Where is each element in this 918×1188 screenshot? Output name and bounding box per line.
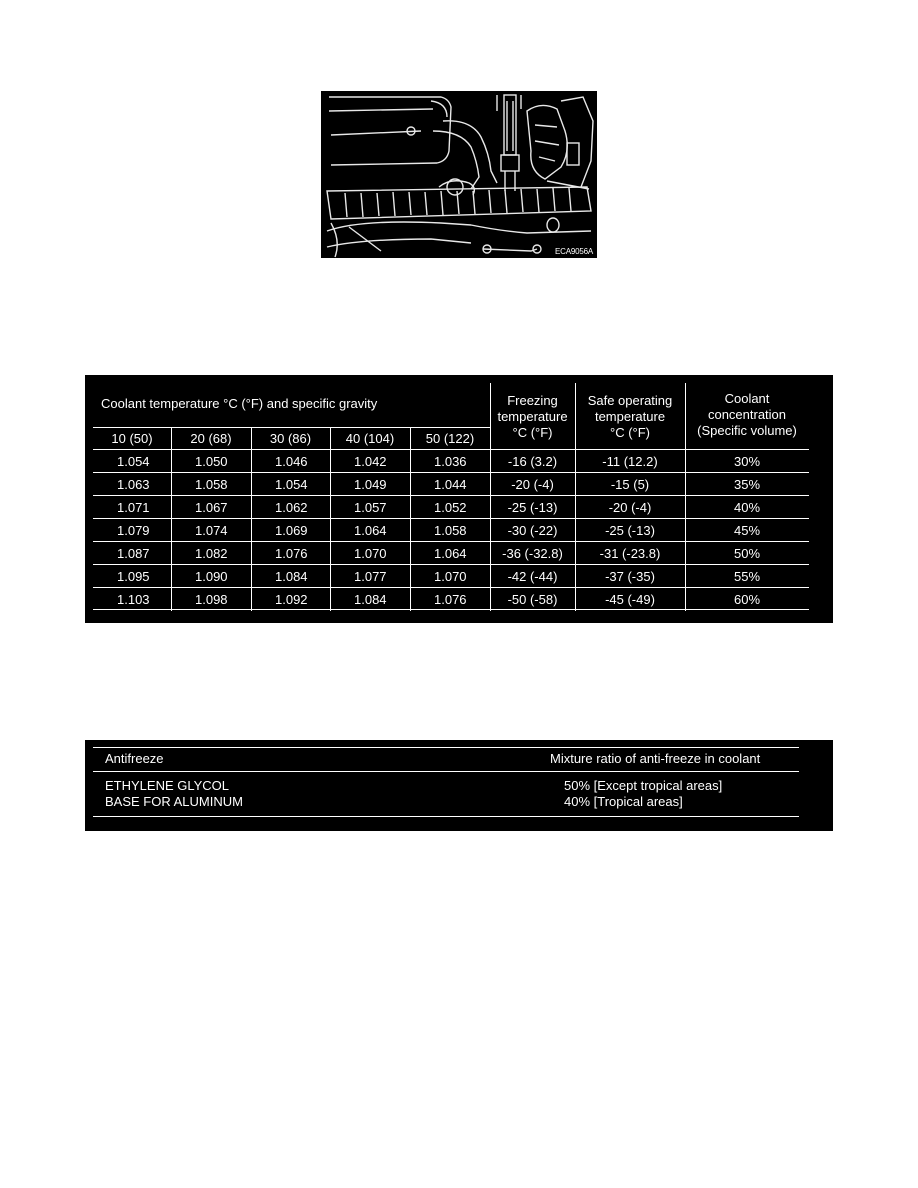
freezing-header-line: Freezing <box>507 393 558 408</box>
group-header: Coolant temperature °C (°F) and specific gravity <box>101 396 378 411</box>
specific-gravity-cell: 1.076 <box>275 546 308 561</box>
freezing-temperature-cell: -50 (-58) <box>507 592 558 607</box>
temp-column-header: 50 (122) <box>425 431 475 446</box>
mixture-ratio-header: Mixture ratio of anti-freeze in coolant <box>550 751 761 766</box>
engine-bay-drawing <box>321 91 597 258</box>
concentration-header-line: (Specific volume) <box>697 423 797 438</box>
row-divider <box>93 564 809 565</box>
specific-gravity-cell: 1.092 <box>275 592 308 607</box>
safe-operating-temperature-cell: -20 (-4) <box>608 500 652 515</box>
specific-gravity-cell: 1.076 <box>434 592 467 607</box>
row-divider <box>93 518 809 519</box>
specific-gravity-cell: 1.084 <box>275 569 308 584</box>
specific-gravity-cell: 1.063 <box>117 477 150 492</box>
column-divider <box>330 428 331 611</box>
coolant-concentration-cell: 40% <box>733 500 761 515</box>
specific-gravity-cell: 1.069 <box>275 523 308 538</box>
specific-gravity-cell: 1.044 <box>434 477 467 492</box>
freezing-temperature-cell: -30 (-22) <box>507 523 558 538</box>
safe-operating-temperature-cell: -15 (5) <box>610 477 650 492</box>
specific-gravity-cell: 1.058 <box>195 477 228 492</box>
specific-gravity-cell: 1.052 <box>434 500 467 515</box>
specific-gravity-cell: 1.090 <box>195 569 228 584</box>
coolant-concentration-cell: 45% <box>733 523 761 538</box>
row-divider <box>93 495 809 496</box>
specific-gravity-cell: 1.098 <box>195 592 228 607</box>
header-bottom-rule <box>93 771 799 772</box>
figure-code-label: ECA9056A <box>555 247 593 256</box>
row-divider <box>93 587 809 588</box>
specific-gravity-cell: 1.071 <box>117 500 150 515</box>
specific-gravity-cell: 1.074 <box>195 523 228 538</box>
freezing-temperature-cell: -36 (-32.8) <box>502 546 563 561</box>
specific-gravity-cell: 1.062 <box>275 500 308 515</box>
coolant-concentration-cell: 50% <box>733 546 761 561</box>
safe-temp-header-line: °C (°F) <box>610 425 650 440</box>
specific-gravity-cell: 1.049 <box>354 477 387 492</box>
specific-gravity-cell: 1.058 <box>434 523 467 538</box>
freezing-temperature-cell: -25 (-13) <box>507 500 558 515</box>
specific-gravity-cell: 1.077 <box>354 569 387 584</box>
specific-gravity-cell: 1.084 <box>354 592 387 607</box>
table-bottom-rule <box>93 609 809 610</box>
coolant-concentration-cell: 55% <box>733 569 761 584</box>
safe-operating-temperature-cell: -45 (-49) <box>605 592 655 607</box>
antifreeze-type-line: ETHYLENE GLYCOL <box>105 778 230 793</box>
specific-gravity-cell: 1.064 <box>354 523 387 538</box>
specific-gravity-cell: 1.070 <box>354 546 387 561</box>
antifreeze-header: Antifreeze <box>105 751 164 766</box>
safe-operating-temperature-cell: -37 (-35) <box>605 569 655 584</box>
engine-coolant-illustration <box>321 91 597 258</box>
coolant-concentration-cell: 35% <box>733 477 761 492</box>
specific-gravity-cell: 1.079 <box>117 523 150 538</box>
mixture-ratio-line: 40% [Tropical areas] <box>564 794 683 809</box>
safe-temp-header-line: temperature <box>594 409 666 424</box>
specific-gravity-cell: 1.082 <box>195 546 228 561</box>
freezing-header-line: temperature <box>497 409 568 424</box>
freezing-temperature-cell: -20 (-4) <box>511 477 554 492</box>
specific-gravity-cell: 1.103 <box>117 592 150 607</box>
safe-operating-temperature-cell: -31 (-23.8) <box>599 546 661 561</box>
safe-temp-header-line: Safe operating <box>587 393 673 408</box>
temp-column-header: 30 (86) <box>269 431 312 446</box>
row-divider <box>93 541 809 542</box>
column-divider <box>171 428 172 611</box>
concentration-header-line: concentration <box>707 407 787 422</box>
temp-column-header: 40 (104) <box>345 431 395 446</box>
specific-gravity-cell: 1.057 <box>354 500 387 515</box>
antifreeze-mixture-table <box>85 740 833 831</box>
specific-gravity-cell: 1.070 <box>434 569 467 584</box>
freezing-temperature-cell: -16 (3.2) <box>507 454 558 469</box>
header-divider <box>93 427 490 428</box>
specific-gravity-cell: 1.067 <box>195 500 228 515</box>
column-divider <box>251 428 252 611</box>
concentration-header-line: Coolant <box>724 391 770 406</box>
specific-gravity-cell: 1.050 <box>195 454 228 469</box>
temp-column-header: 20 (68) <box>190 431 232 446</box>
specific-gravity-cell: 1.042 <box>354 454 387 469</box>
freezing-header-line: °C (°F) <box>512 425 553 440</box>
specific-gravity-cell: 1.087 <box>117 546 150 561</box>
table-top-rule <box>93 747 799 748</box>
specific-gravity-cell: 1.046 <box>275 454 308 469</box>
specific-gravity-cell: 1.095 <box>117 569 150 584</box>
table-bottom-rule <box>93 816 799 817</box>
coolant-specific-gravity-table <box>85 375 833 623</box>
temp-column-header: 10 (50) <box>111 431 153 446</box>
row-divider <box>93 472 809 473</box>
safe-operating-temperature-cell: -25 (-13) <box>605 523 655 538</box>
specific-gravity-cell: 1.064 <box>434 546 467 561</box>
specific-gravity-cell: 1.054 <box>275 477 308 492</box>
column-divider <box>410 428 411 611</box>
specific-gravity-cell: 1.054 <box>117 454 150 469</box>
safe-operating-temperature-cell: -11 (12.2) <box>602 454 658 469</box>
mixture-ratio-line: 50% [Except tropical areas] <box>564 778 723 793</box>
coolant-concentration-cell: 30% <box>733 454 761 469</box>
header-bottom-rule <box>93 449 809 450</box>
freezing-temperature-cell: -42 (-44) <box>507 569 558 584</box>
coolant-concentration-cell: 60% <box>733 592 761 607</box>
antifreeze-type-line: BASE FOR ALUMINUM <box>105 794 243 809</box>
specific-gravity-cell: 1.036 <box>434 454 467 469</box>
